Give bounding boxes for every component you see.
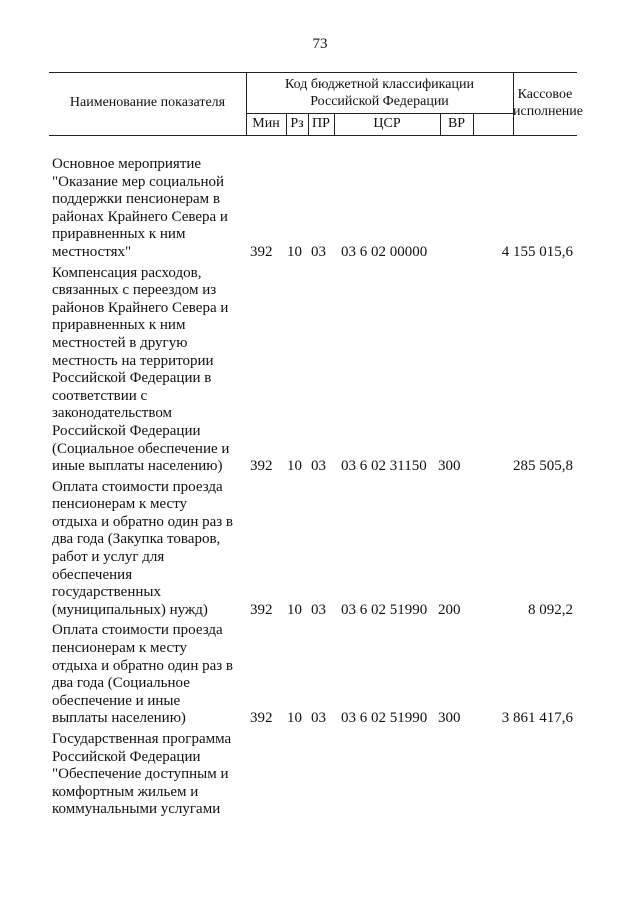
table-row	[0, 479, 640, 620]
header-code-group-line1: Код бюджетной классификации	[285, 77, 474, 92]
table-row	[0, 622, 640, 728]
row-min: 392	[250, 243, 273, 260]
header-min: Мин	[252, 116, 280, 131]
header-kass-line2: исполнение	[513, 104, 583, 119]
row-vr: 300	[438, 458, 461, 475]
table-header	[49, 72, 583, 136]
header-rz: Рз	[290, 116, 304, 131]
row-vr: 300	[438, 710, 461, 727]
header-csr: ЦСР	[373, 116, 401, 131]
row-name: Основное мероприятие "Оказание мер социальной поддержки пенсионерам в районах Крайнего Севера и приравненных к ним местностях"	[52, 156, 228, 260]
row-min: 392	[250, 458, 273, 475]
row-name: Оплата стоимости проезда пенсионерам к месту отдыха и обратно один раз в два года (Социальное обеспечение и иные выплаты населению)	[52, 622, 234, 727]
row-name: Оплата стоимости проезда пенсионерам к месту отдыха и обратно один раз в два года (Закупка товаров, работ и услуг для обеспечения государственных (муниципальных) нужд)	[52, 478, 234, 618]
row-vr: 200	[438, 601, 461, 618]
row-codes	[0, 458, 640, 476]
row-min: 392	[250, 601, 273, 618]
row-name: Компенсация расходов, связанных с переездом из районов Крайнего Севера и приравненных к ним местностей в другую местность на территории Российской Федерации в соответствии с законодательством Российской Федерации (Социальное обеспечение и иные выплаты населению)	[52, 264, 230, 475]
row-pr: 03	[311, 710, 326, 727]
header-name-column: Наименование показателя	[69, 95, 226, 110]
table-row	[0, 156, 640, 262]
row-rz: 10	[287, 710, 302, 727]
row-pr: 03	[311, 243, 326, 260]
row-sum: 285 505,8	[513, 458, 573, 475]
table-row	[0, 731, 640, 819]
row-csr: 03 6 02 51990	[341, 710, 428, 727]
row-pr: 03	[311, 458, 326, 475]
row-pr: 03	[311, 601, 326, 618]
table-body	[0, 156, 640, 822]
row-min: 392	[250, 710, 273, 727]
header-subcol-divider	[473, 113, 474, 135]
row-name: Государственная программа Российской Федерации "Обеспечение доступным и комфортным жильем и коммунальными услугами	[52, 731, 232, 818]
row-csr: 03 6 02 51990	[341, 601, 428, 618]
row-csr: 03 6 02 31150	[341, 458, 427, 475]
row-rz: 10	[287, 458, 302, 475]
row-sum: 8 092,2	[528, 601, 573, 618]
row-rz: 10	[287, 243, 302, 260]
row-codes	[0, 602, 640, 620]
row-codes	[0, 244, 640, 262]
row-codes	[0, 710, 640, 728]
header-code-group	[246, 76, 513, 110]
header-vr: ВР	[447, 116, 466, 131]
header-kass-line1: Кассовое	[517, 87, 573, 102]
header-pr: ПР	[312, 116, 330, 131]
row-rz: 10	[287, 601, 302, 618]
row-sum: 4 155 015,6	[501, 243, 573, 260]
table-row	[0, 265, 640, 476]
header-kass-column	[513, 86, 583, 120]
row-csr: 03 6 02 00000	[341, 243, 428, 260]
page-number: 73	[312, 36, 328, 52]
header-code-group-line2: Российской Федерации	[310, 94, 449, 109]
row-sum: 3 861 417,6	[501, 710, 573, 727]
